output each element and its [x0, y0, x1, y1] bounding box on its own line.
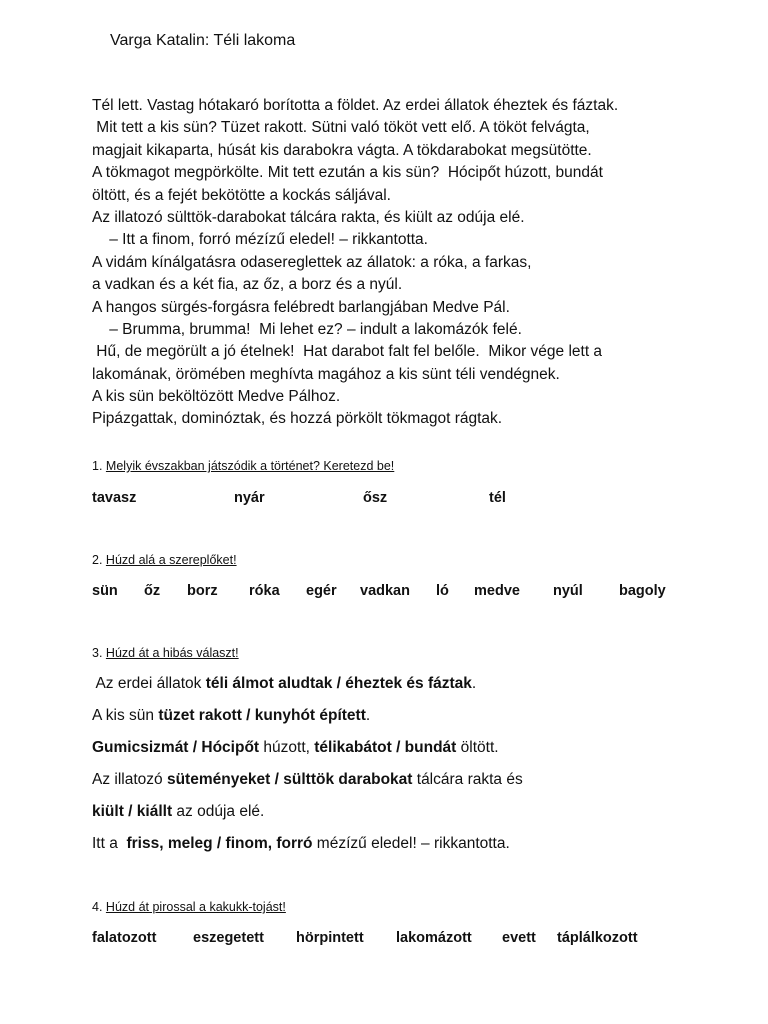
answer-options: téli álmot aludtak / éheztek és fáztak: [205, 675, 472, 692]
sentence-text: az odúja elé.: [172, 803, 265, 820]
question-text: Húzd át pirossal a kakukk-tojást!: [105, 900, 286, 914]
question-number: 4.: [92, 900, 103, 914]
word-option: borz: [187, 583, 218, 599]
sentence-text: .: [365, 707, 371, 724]
word-option: vadkan: [360, 583, 410, 599]
word-option: sün: [92, 583, 118, 599]
story-line: Az illatozó sülttök-darabokat tálcára rakta, és kiült az odúja elé.: [92, 208, 525, 226]
word-option: lakomázott: [396, 930, 472, 946]
sentence-text: A kis sün: [92, 707, 159, 724]
story-text: [92, 95, 752, 431]
word-option: bagoly: [619, 583, 666, 599]
sentence-text: Itt a: [92, 835, 127, 852]
story-line: Mit tett a kis sün? Tüzet rakott. Sütni való tököt vett elő. A tököt felvágta,: [92, 119, 590, 137]
answer-options: friss, meleg / finom, forró: [126, 835, 313, 852]
question-3: [92, 646, 239, 660]
story-line: – Itt a finom, forró mézízű eledel! – rikkantotta.: [92, 231, 428, 249]
document-title: Varga Katalin: Téli lakoma: [110, 32, 296, 49]
sentence-text: húzott,: [259, 739, 315, 756]
answer-options: télikabátot / bundát: [314, 739, 457, 756]
story-line: magjait kikaparta, húsát kis darabokra vágta. A tökdarabokat megsütötte.: [92, 141, 592, 159]
word-option: táplálkozott: [557, 930, 638, 946]
story-line: A kis sün beköltözött Medve Pálhoz.: [92, 388, 341, 406]
word-option: eszegetett: [193, 930, 264, 946]
story-line: Hű, de megörült a jó ételnek! Hat darabot falt fel belőle. Mikor vége lett a: [92, 343, 603, 361]
story-line: Tél lett. Vastag hótakaró borította a földet. Az erdei állatok éheztek és fáztak.: [92, 97, 619, 114]
choice-sentence: [92, 675, 476, 693]
question-text: Húzd alá a szereplőket!: [105, 553, 237, 567]
word-option: ősz: [363, 490, 388, 506]
choice-sentence: [92, 739, 499, 757]
word-option: tavasz: [92, 490, 137, 506]
choice-sentence: [92, 771, 523, 789]
sentence-text: Az illatozó: [92, 771, 167, 788]
question-number: 3.: [92, 646, 103, 660]
choice-sentence: [92, 707, 370, 725]
word-option: falatozott: [92, 930, 157, 946]
sentence-text: öltött.: [456, 739, 499, 756]
story-line: – Brumma, brumma! Mi lehet ez? – indult a lakomázók felé.: [92, 320, 522, 338]
question-text: Húzd át a hibás választ!: [105, 646, 239, 660]
word-option: tél: [489, 490, 506, 506]
question-number: 2.: [92, 553, 103, 567]
story-line: öltött, és a fejét bekötötte a kockás sáljával.: [92, 186, 391, 204]
sentence-text: mézízű eledel! – rikkantotta.: [312, 835, 510, 852]
answer-options: kiült / kiállt: [92, 803, 173, 820]
sentence-text: Az erdei állatok: [92, 675, 206, 692]
story-line: A hangos sürgés-forgásra felébredt barlangjában Medve Pál.: [92, 298, 510, 316]
story-line: lakomának, örömében meghívta magához a kis sünt téli vendégnek.: [92, 365, 560, 383]
sentence-text: .: [471, 675, 477, 692]
answer-options: Gumicsizmát / Hócipőt: [92, 739, 260, 756]
question-number: 1.: [92, 459, 103, 473]
story-line: Pipázgattak, dominóztak, és hozzá pörkölt tökmagot rágtak.: [92, 410, 503, 428]
word-option: róka: [249, 583, 280, 599]
answer-options: süteményeket / sülttök darabokat: [166, 771, 413, 788]
question-2: [92, 553, 237, 567]
word-option: evett: [502, 930, 536, 946]
word-option: nyúl: [553, 583, 583, 599]
word-option: medve: [474, 583, 520, 599]
word-option: egér: [306, 583, 337, 599]
story-line: A vidám kínálgatásra odasereglettek az állatok: a róka, a farkas,: [92, 253, 532, 271]
word-option: hörpintett: [296, 930, 364, 946]
question-1: [92, 459, 394, 473]
story-line: A tökmagot megpörkölte. Mit tett ezután a kis sün? Hócipőt húzott, bundát: [92, 164, 603, 182]
choice-sentence: [92, 803, 264, 821]
question-text: Melyik évszakban játszódik a történet? Keretezd be!: [105, 459, 395, 473]
word-option: nyár: [234, 490, 265, 506]
story-line: a vadkan és a két fia, az őz, a borz és a nyúl.: [92, 276, 403, 294]
answer-options: tüzet rakott / kunyhót épített: [158, 707, 366, 724]
choice-sentence: [92, 835, 510, 853]
question-4: [92, 900, 286, 914]
word-option: őz: [144, 583, 161, 599]
sentence-text: tálcára rakta és: [412, 771, 523, 788]
word-option: ló: [436, 583, 449, 599]
